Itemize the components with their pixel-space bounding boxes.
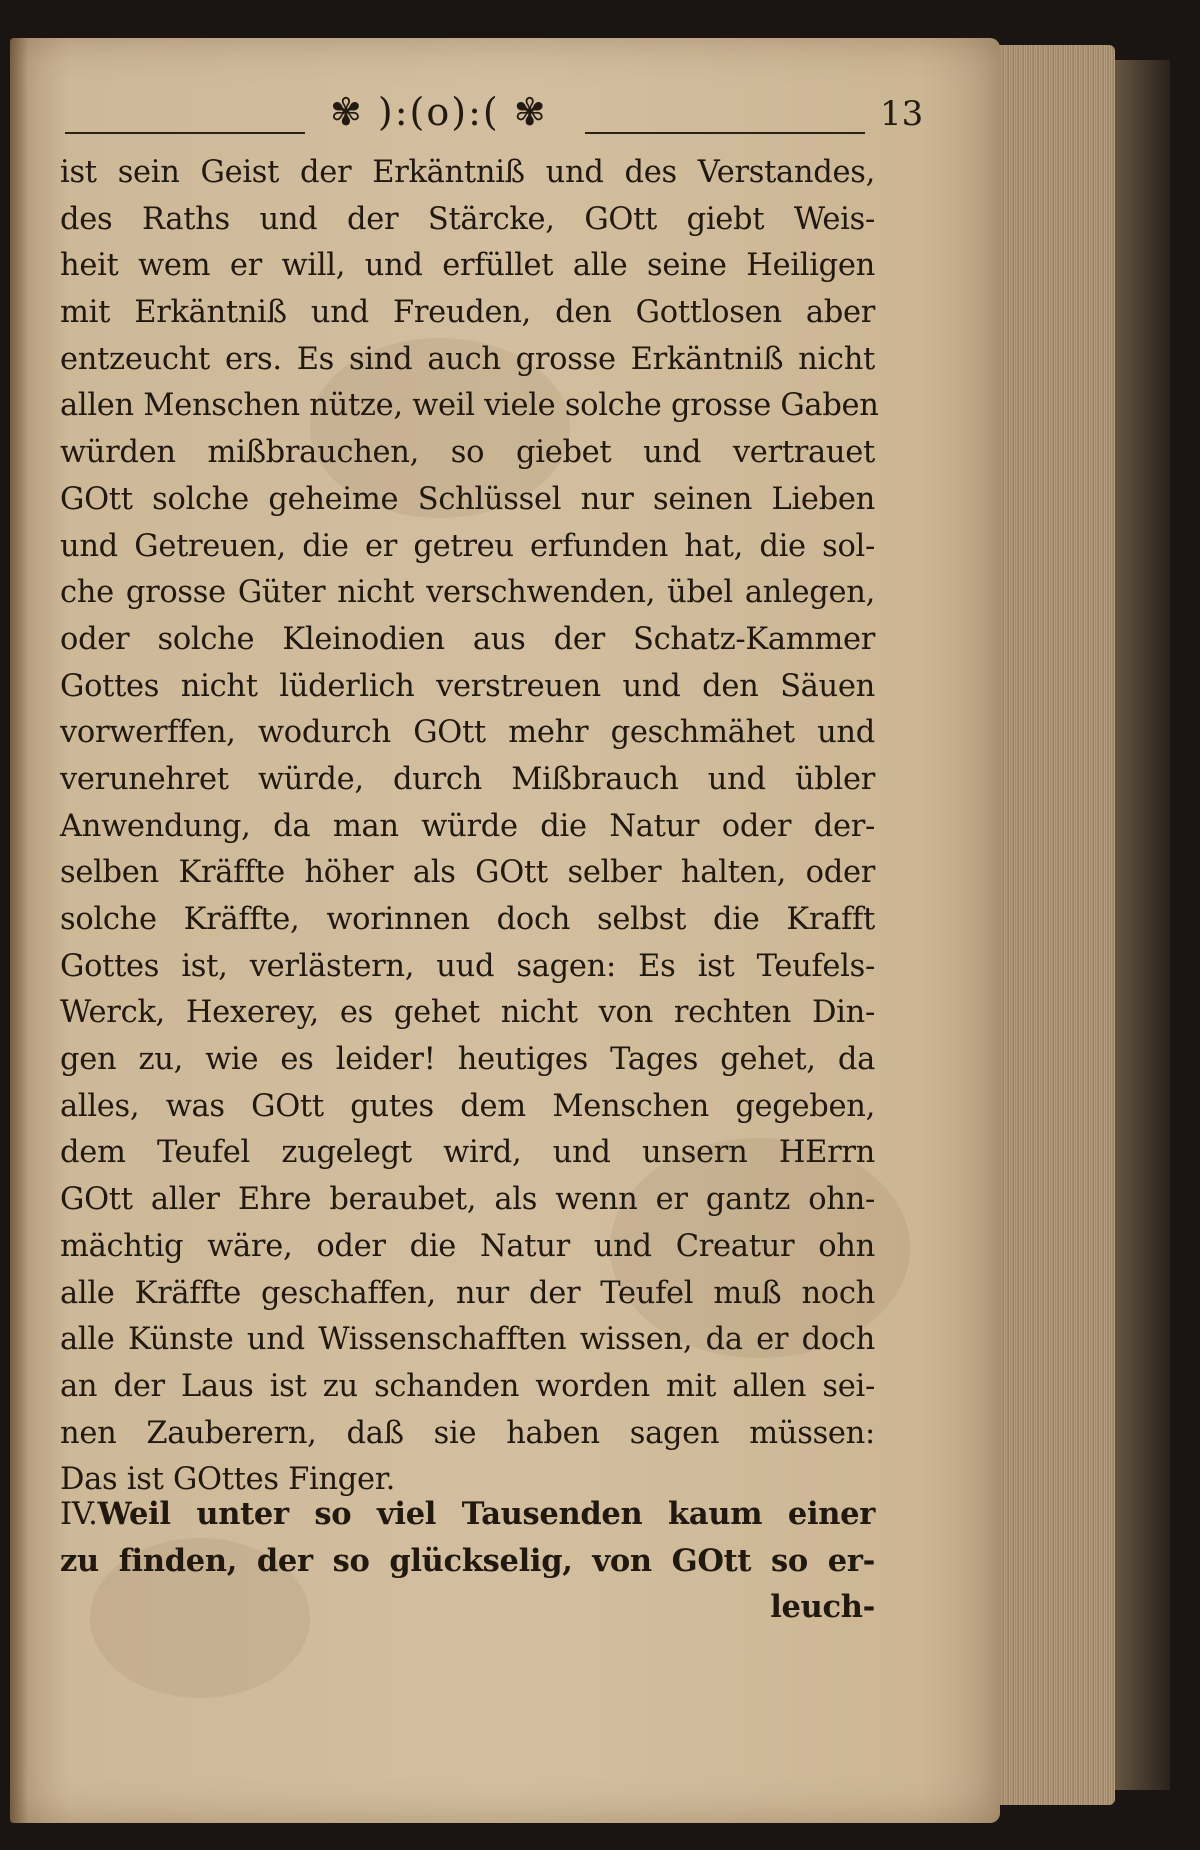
text-line: GOtt solche geheime Schlüssel nur seinen Lieben (60, 481, 875, 517)
body-paragraph (60, 150, 879, 1504)
header-ornament: ✾ ):(o):( ✾ (330, 90, 548, 134)
text-line: dem Teufel zugelegt wird, und unsern HErrn (60, 1135, 875, 1171)
text-line: mit Erkäntniß und Freuden, den Gottlosen aber (60, 295, 875, 331)
text-line: nen Zauberern, daß sie haben sagen müssen: (60, 1415, 875, 1451)
text-line: Anwendung, da man würde die Natur oder der- (60, 808, 875, 844)
text-line: alles, was GOtt gutes dem Menschen gegeben, (60, 1088, 875, 1124)
text-line: und Getreuen, die er getreu erfunden hat, die sol- (60, 528, 875, 564)
text-line: Werck, Hexerey, es gehet nicht von rechten Din- (60, 995, 875, 1031)
text-line: Gottes nicht lüderlich verstreuen und den Säuen (60, 668, 875, 704)
text-line: an der Laus ist zu schanden worden mit allen sei- (60, 1368, 875, 1404)
page-header (65, 90, 924, 150)
text-line: Gottes ist, verlästern, uud sagen: Es ist Teufels- (60, 948, 875, 984)
text-line: mächtig wäre, oder die Natur und Creatur ohn (60, 1228, 875, 1264)
page-gutter-shadow (10, 38, 28, 1823)
section-first-line (60, 1490, 875, 1537)
text-line: Das ist GOttes Finger. (60, 1462, 396, 1498)
catchword: leuch- (770, 1589, 875, 1626)
book-spine-shadow (1110, 60, 1170, 1790)
text-line: solche Kräffte, worinnen doch selbst die Krafft (60, 902, 875, 937)
text-line: gen zu, wie es leider! heutiges Tages gehet, da (60, 1042, 875, 1078)
text-line: GOtt aller Ehre beraubet, als wenn er gantz ohn- (60, 1182, 875, 1218)
text-line: oder solche Kleinodien aus der Schatz-Kammer (60, 621, 875, 657)
text-line: allen Menschen nütze, weil viele solche grosse Gaben (60, 388, 879, 424)
text-line: zu finden, der so glückselig, von GOtt so er- (60, 1542, 875, 1579)
text-line: alle Künste und Wissenschafften wissen, da er doch (60, 1322, 875, 1358)
text-line: ist sein Geist der Erkäntniß und des Verstandes, (60, 155, 875, 190)
text-line: des Raths und der Stärcke, GOtt giebt Weis- (60, 201, 875, 237)
text-line: che grosse Güter nicht verschwenden, übel anlegen, (60, 575, 875, 611)
page-number: 13 (880, 94, 924, 134)
text-line: würden mißbrauchen, so giebet und vertrauet (60, 435, 875, 471)
section-lead-text: Weil unter so viel Tausenden kaum einer (97, 1496, 875, 1532)
text-line: entzeucht ers. Es sind auch grosse Erkäntniß nicht (60, 341, 875, 377)
header-rule-left (65, 132, 305, 134)
text-line: alle Kräffte geschaffen, nur der Teufel muß noch (60, 1275, 875, 1311)
text-line: heit wem er will, und erfüllet alle seine Heiligen (60, 248, 875, 284)
section-iv-paragraph (60, 1490, 875, 1630)
section-numeral: IV. (60, 1497, 98, 1532)
text-line: vorwerffen, wodurch GOtt mehr geschmähet und (60, 715, 875, 751)
header-rule-right (585, 132, 865, 134)
text-line: selben Kräffte höher als GOtt selber halten, oder (60, 855, 875, 891)
text-line: verunehret würde, durch Mißbrauch und übler (60, 761, 875, 797)
